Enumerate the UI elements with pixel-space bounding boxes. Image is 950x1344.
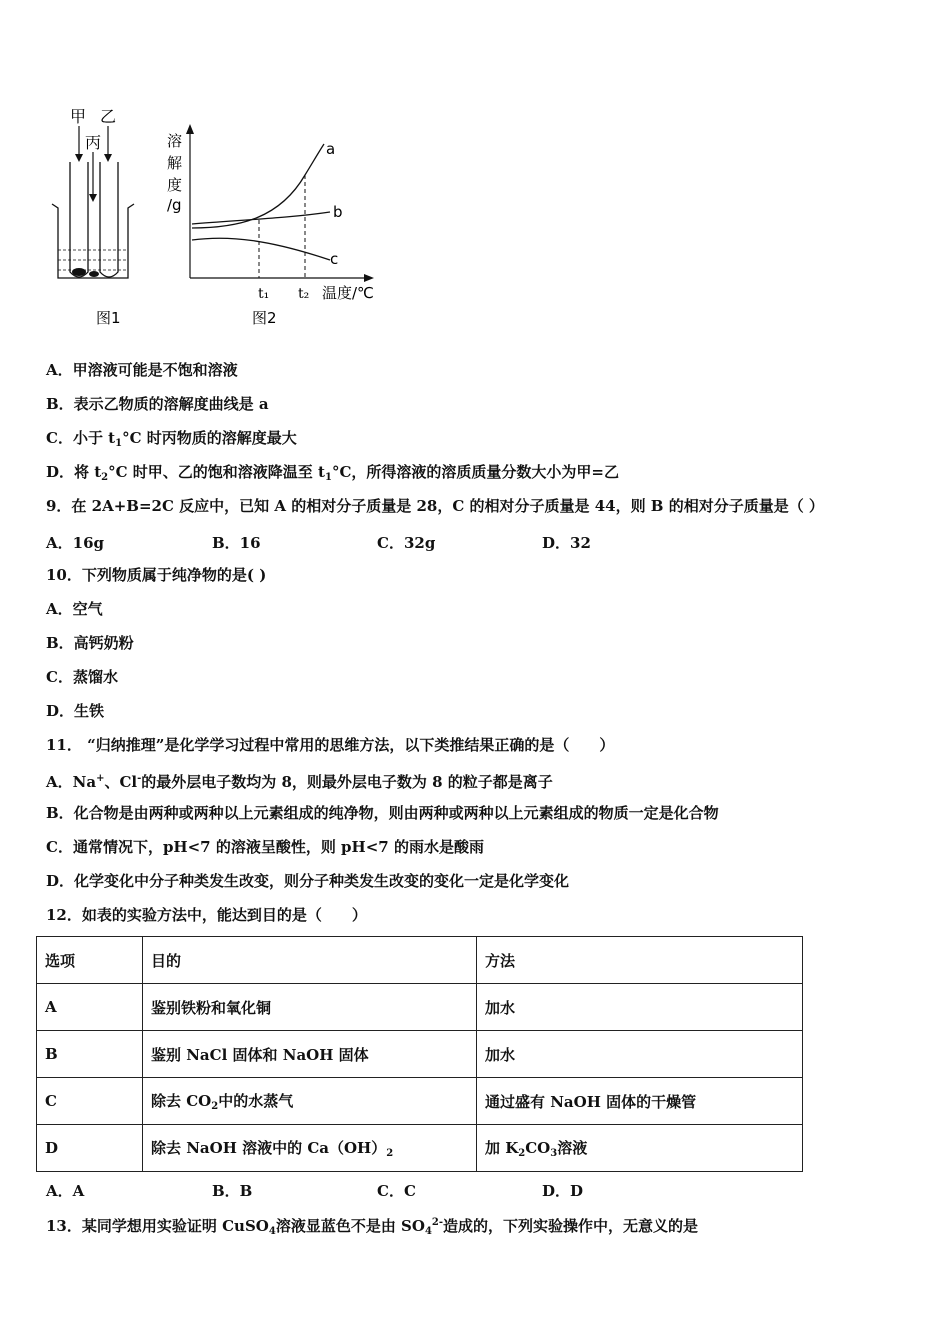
header-option: 选项 bbox=[37, 937, 143, 984]
q12-option-a: A．A bbox=[46, 1182, 85, 1200]
row-b-method: 加水 bbox=[477, 1031, 803, 1078]
fig2-ylabel-2: 解 bbox=[167, 154, 183, 172]
q8-d-sub2: 1 bbox=[324, 472, 332, 483]
q13-post: 造成的，下列实验操作中，无意义的是 bbox=[443, 1217, 699, 1235]
q8-c-post: °C 时丙物质的溶解度最大 bbox=[122, 429, 297, 447]
row-d-goal-pre: 除去 NaOH 溶液中的 Ca（OH） bbox=[151, 1139, 387, 1157]
row-d-goal bbox=[143, 1125, 477, 1172]
q11-a-pre: A．Na bbox=[46, 773, 97, 791]
row-c-goal-pre: 除去 CO bbox=[151, 1092, 212, 1110]
q10-stem: 10．下列物质属于纯净物的是( ) bbox=[46, 566, 267, 584]
q8-c-pre: C．小于 t bbox=[46, 429, 116, 447]
curve-c bbox=[192, 238, 330, 260]
q8-option-a: A．甲溶液可能是不饱和溶液 bbox=[46, 361, 238, 379]
q11-a-post: 的最外层电子数均为 8，则最外层电子数为 8 的粒子都是离子 bbox=[141, 773, 553, 791]
table-row bbox=[37, 1078, 803, 1125]
q8-option-d bbox=[46, 462, 619, 488]
q9-option-b: B．16 bbox=[212, 534, 261, 552]
q9-option-c: C．32g bbox=[377, 534, 436, 552]
q9-stem: 9．在 2A+B=2C 反应中，已知 A 的相对分子质量是 28，C 的相对分子质量是 44，则 B 的相对分子质量是（ ） bbox=[46, 497, 824, 515]
table-row bbox=[37, 1125, 803, 1172]
row-c-goal-sub: 2 bbox=[211, 1101, 219, 1112]
q10-option-d: D．生铁 bbox=[46, 702, 105, 720]
experiment-table bbox=[36, 936, 803, 1172]
q8-option-c bbox=[46, 428, 297, 454]
row-d-method-post: 溶液 bbox=[557, 1139, 588, 1157]
figure-area bbox=[30, 100, 390, 335]
q13-sub2: 4 bbox=[424, 1226, 432, 1237]
q12-option-b: B．B bbox=[212, 1182, 253, 1200]
row-c-goal-post: 中的水蒸气 bbox=[218, 1092, 294, 1110]
q13-pre: 13．某同学想用实验证明 CuSO bbox=[46, 1217, 269, 1235]
row-c-option: C bbox=[37, 1078, 143, 1125]
fig2-ylabel-1: 溶 bbox=[167, 132, 183, 150]
fig2-ylabel-3: 度 bbox=[167, 176, 183, 194]
fig1-caption: 图1 bbox=[96, 309, 121, 327]
fig1-label-jia: 甲 bbox=[70, 107, 87, 126]
fig1-label-bing: 丙 bbox=[85, 133, 102, 152]
row-d-method-mid: CO bbox=[525, 1139, 551, 1157]
figure-1 bbox=[52, 107, 134, 327]
row-d-method-sub1: 2 bbox=[518, 1148, 526, 1159]
q10-option-c: C．蒸馏水 bbox=[46, 668, 118, 686]
q13-stem bbox=[46, 1213, 698, 1242]
q12-option-c: C．C bbox=[377, 1182, 416, 1200]
q9-option-d: D．32 bbox=[542, 534, 591, 552]
fig2-ylabel-4: /g bbox=[167, 196, 182, 214]
table-header-row bbox=[37, 937, 803, 984]
row-d-method-pre: 加 K bbox=[485, 1139, 519, 1157]
curve-label-b: b bbox=[333, 203, 343, 221]
row-d-option: D bbox=[37, 1125, 143, 1172]
row-d-method bbox=[477, 1125, 803, 1172]
row-a-option: A bbox=[37, 984, 143, 1031]
fig1-label-yi: 乙 bbox=[100, 107, 117, 126]
figure-2 bbox=[167, 124, 374, 327]
table-row bbox=[37, 1031, 803, 1078]
row-d-goal-sub: 2 bbox=[386, 1148, 394, 1159]
fig2-caption: 图2 bbox=[252, 309, 277, 327]
row-c-method: 通过盛有 NaOH 固体的干燥管 bbox=[477, 1078, 803, 1125]
q9-option-a: A．16g bbox=[46, 534, 105, 552]
q8-d-post: °C，所得溶液的溶质质量分数大小为甲=乙 bbox=[331, 463, 619, 481]
header-method: 方法 bbox=[477, 937, 803, 984]
q8-c-sub: 1 bbox=[115, 438, 123, 449]
row-b-goal: 鉴别 NaCl 固体和 NaOH 固体 bbox=[143, 1031, 477, 1078]
q8-d-mid: °C 时甲、乙的饱和溶液降温至 t bbox=[108, 463, 325, 481]
q12-option-d: D．D bbox=[542, 1182, 584, 1200]
curve-label-c: c bbox=[330, 250, 339, 268]
row-d-method-sub2: 3 bbox=[550, 1148, 558, 1159]
q13-sup: 2- bbox=[431, 1217, 444, 1228]
tick-t1: t₁ bbox=[258, 286, 270, 302]
q8-option-b: B．表示乙物质的溶解度曲线是 a bbox=[46, 395, 269, 413]
q11-stem: 11． “归纳推理”是化学学习过程中常用的思维方法，以下类推结果正确的是（ ） bbox=[46, 736, 615, 754]
tick-t2: t₂ bbox=[298, 286, 310, 302]
q11-a-sup1: + bbox=[96, 773, 105, 784]
q11-option-a bbox=[46, 769, 553, 792]
header-goal: 目的 bbox=[143, 937, 477, 984]
fig2-xlabel: 温度/℃ bbox=[322, 284, 374, 302]
table-row bbox=[37, 984, 803, 1031]
row-a-goal: 鉴别铁粉和氧化铜 bbox=[143, 984, 477, 1031]
q10-option-b: B．高钙奶粉 bbox=[46, 634, 134, 652]
row-a-method: 加水 bbox=[477, 984, 803, 1031]
q12-stem: 12．如表的实验方法中，能达到目的是（ ） bbox=[46, 906, 367, 924]
q11-a-mid: 、Cl bbox=[104, 773, 138, 791]
q8-d-sub1: 2 bbox=[101, 472, 109, 483]
curve-b bbox=[192, 212, 330, 224]
q11-a-sup2: - bbox=[137, 773, 142, 784]
q8-d-pre: D．将 t bbox=[46, 463, 102, 481]
q11-option-d: D．化学变化中分子种类发生改变，则分子种类发生改变的变化一定是化学变化 bbox=[46, 872, 570, 890]
q13-sub: 4 bbox=[268, 1226, 276, 1237]
q13-mid: 溶液显蓝色不是由 SO bbox=[275, 1217, 425, 1235]
q10-option-a: A．空气 bbox=[46, 600, 103, 618]
q11-option-c: C．通常情况下，pH<7 的溶液呈酸性，则 pH<7 的雨水是酸雨 bbox=[46, 838, 484, 856]
q11-option-b: B．化合物是由两种或两种以上元素组成的纯净物，则由两种或两种以上元素组成的物质一定是化合物 bbox=[46, 804, 719, 822]
row-b-option: B bbox=[37, 1031, 143, 1078]
row-c-goal bbox=[143, 1078, 477, 1125]
curve-label-a: a bbox=[326, 140, 336, 158]
